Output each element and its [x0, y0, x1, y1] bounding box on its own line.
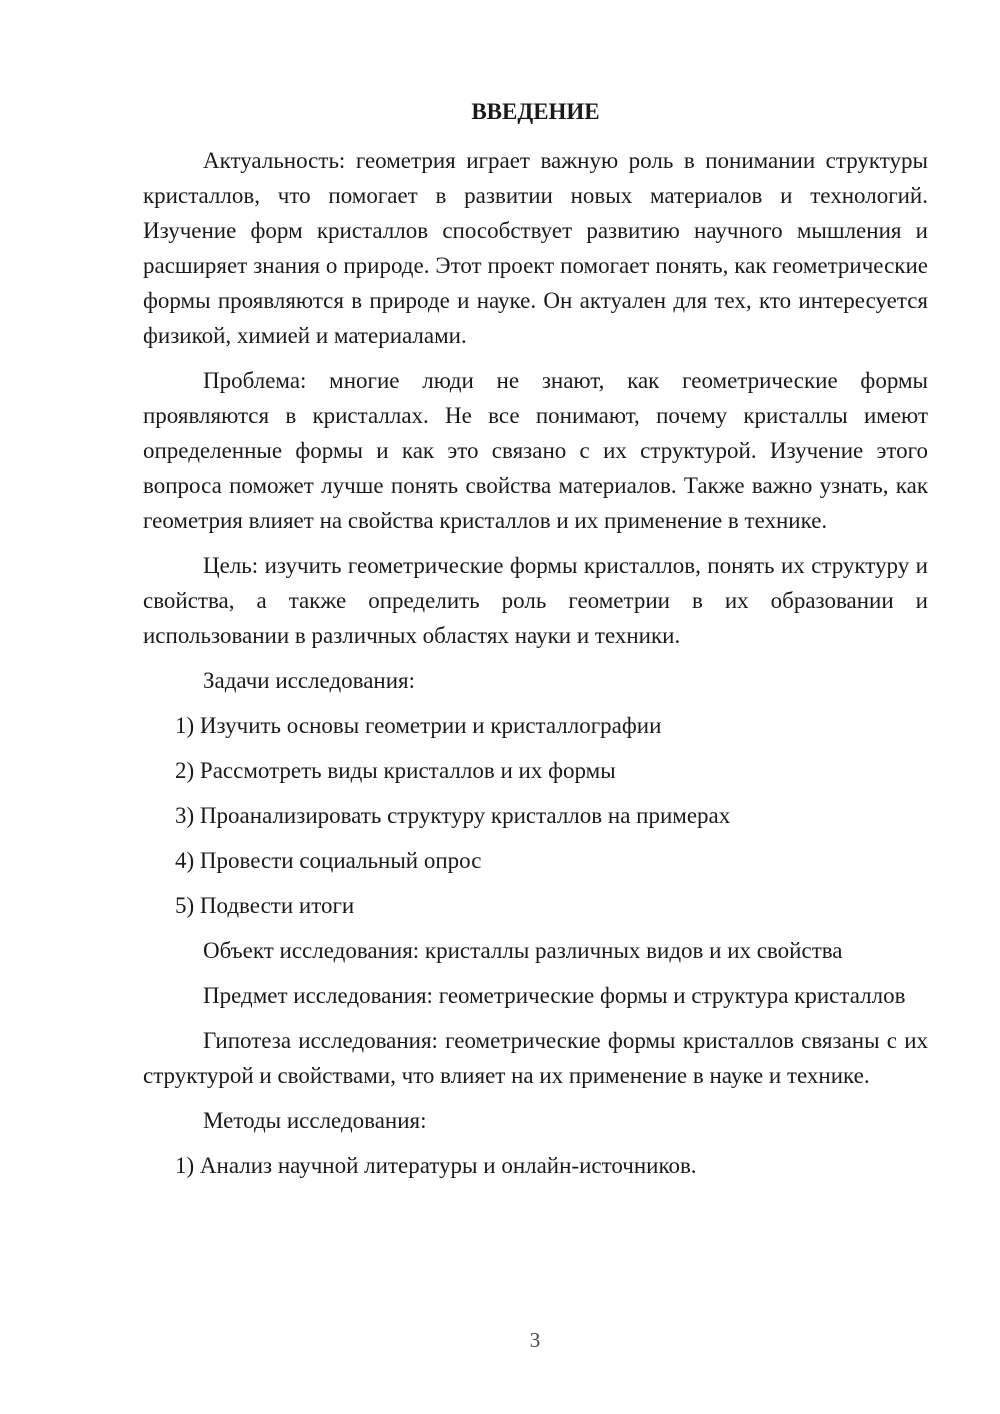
hypothesis-paragraph: Гипотеза исследования: геометрические формы кристаллов связаны с их структурой и свойствами, что влияет на их применение в науке и технике. [143, 1028, 928, 1088]
task-item-3: 3) Проанализировать структуру кристаллов на примерах [175, 803, 731, 828]
page-content [143, 94, 928, 1193]
method-item-1: 1) Анализ научной литературы и онлайн-источников. [175, 1153, 697, 1178]
task-item-4: 4) Провести социальный опрос [175, 848, 482, 873]
task-item-5: 5) Подвести итоги [175, 893, 355, 918]
section-heading: ВВЕДЕНИЕ [471, 99, 600, 124]
goal-paragraph: Цель: изучить геометрические формы кристаллов, понять их структуру и свойства, а также определить роль геометрии в их образовании и использовании в различных областях науки и техники. [143, 553, 928, 648]
page-number: 3 [529, 1328, 541, 1352]
task-item-2: 2) Рассмотреть виды кристаллов и их формы [175, 758, 616, 783]
methods-title: Методы исследования: [203, 1108, 427, 1133]
relevance-paragraph: Актуальность: геометрия играет важную роль в понимании структуры кристаллов, что помогает в развитии новых материалов и технологий. Изучение форм кристаллов способствует развитию научного мышления и расширяет знания о природе. Этот проект помогает понять, как геометрические формы проявляются в природе и науке. Он актуален для тех, кто интересуется физикой, химией и материалами. [143, 148, 928, 348]
task-item-1: 1) Изучить основы геометрии и кристаллографии [175, 713, 662, 738]
object-line: Объект исследования: кристаллы различных видов и их свойства [203, 938, 843, 963]
tasks-title: Задачи исследования: [203, 668, 416, 693]
subject-paragraph: Предмет исследования: геометрические формы и структура кристаллов [203, 983, 906, 1008]
problem-paragraph: Проблема: многие люди не знают, как геометрические формы проявляются в кристаллах. Не все понимают, почему кристаллы имеют определенные формы и как это связано с их структурой. Изучение этого вопроса поможет лучше понять свойства материалов. Также важно узнать, как геометрия влияет на свойства кристаллов и их применение в технике. [143, 368, 928, 533]
